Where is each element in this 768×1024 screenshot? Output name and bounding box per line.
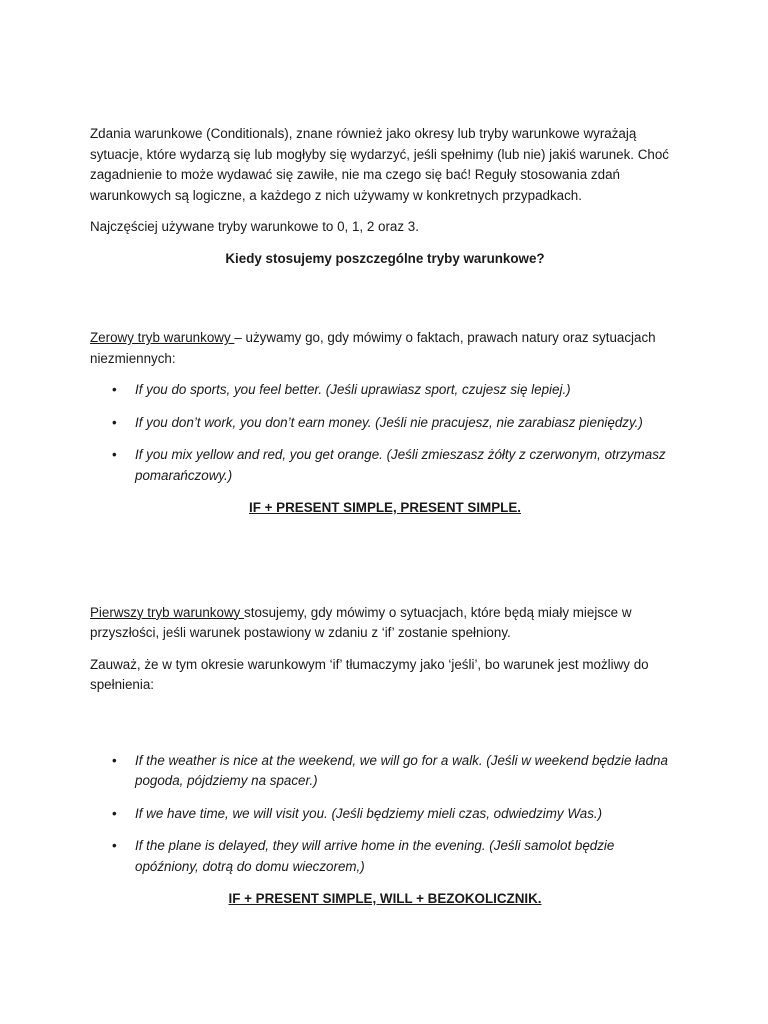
- first-conditional-term: Pierwszy tryb warunkowy: [90, 604, 245, 620]
- zero-conditional-formula: IF + PRESENT SIMPLE, PRESENT SIMPLE.: [249, 500, 521, 515]
- list-item: • If the weather is nice at the weekend, we will go for a walk. (Jeśli w weekend będzie ładna pogoda, pójdziemy na spacer.): [112, 752, 668, 788]
- list-item: • If we have time, we will visit you. (Jeśli będziemy mieli czas, odwiedzimy Was.): [90, 804, 680, 825]
- section-heading: Kiedy stosujemy poszczególne tryby warunkowe?: [225, 250, 545, 266]
- zero-conditional-examples: [90, 380, 680, 486]
- first-conditional-definition: [90, 603, 680, 644]
- first-conditional-formula: IF + PRESENT SIMPLE, WILL + BEZOKOLICZNIK.: [228, 891, 542, 906]
- zero-conditional-desc: – używamy go, gdy mówimy o faktach, prawach natury oraz sytuacjach niezmiennych:: [90, 330, 656, 366]
- first-conditional-desc: stosujemy, gdy mówimy o sytuacjach, które będą miały miejsce w przyszłości, jeśli warunek postawiony w zdaniu z ‘if’ zostanie spełniony.: [90, 604, 632, 640]
- document-page: [90, 124, 680, 910]
- zero-conditional-term: Zerowy tryb warunkowy: [90, 330, 235, 345]
- bullet-icon: •: [112, 382, 117, 397]
- first-conditional-note: Zauważ, że w tym okresie warunkowym ‘if’ tłumaczymy jako ‘jeśli’, bo warunek jest możliwy do spełnienia:: [90, 656, 649, 692]
- bullet-icon: •: [112, 447, 117, 462]
- zero-conditional-definition: [90, 328, 680, 369]
- list-item: • If you don’t work, you don’t earn money. (Jeśli nie pracujesz, nie zarabiasz pieniędzy.): [90, 413, 680, 434]
- bullet-icon: •: [112, 838, 117, 853]
- list-item: • If you do sports, you feel better. (Jeśli uprawiasz sport, czujesz się lepiej.): [90, 380, 680, 401]
- bullet-icon: •: [112, 805, 117, 821]
- first-conditional-examples: [90, 751, 680, 878]
- list-item: • If the plane is delayed, they will arrive home in the evening. (Jeśli samolot będzie opóźniony, dotrą do domu wieczorem,): [112, 838, 615, 874]
- bullet-icon: •: [112, 752, 117, 768]
- bullet-icon: •: [112, 414, 117, 430]
- intro-summary: Najczęściej używane tryby warunkowe to 0, 1, 2 oraz 3.: [90, 219, 419, 234]
- intro-paragraph: Zdania warunkowe (Conditionals), znane również jako okresy lub tryby warunkowe wyrażają sytuacje, które wydarzą się lub mogłyby się wydarzyć, jeśli spełnimy (lub nie) jakiś warunek. Choć zagadnienie to może wydawać się zawiłe, nie ma czego się bać! Reguły stosowania zdań warunkowych są logiczne, a każdego z nich używamy w konkretnych przypadkach.: [90, 126, 669, 203]
- list-item: • If you mix yellow and red, you get orange. (Jeśli zmieszasz żółty z czerwonym, otrzymasz pomarańczowy.): [112, 447, 666, 483]
